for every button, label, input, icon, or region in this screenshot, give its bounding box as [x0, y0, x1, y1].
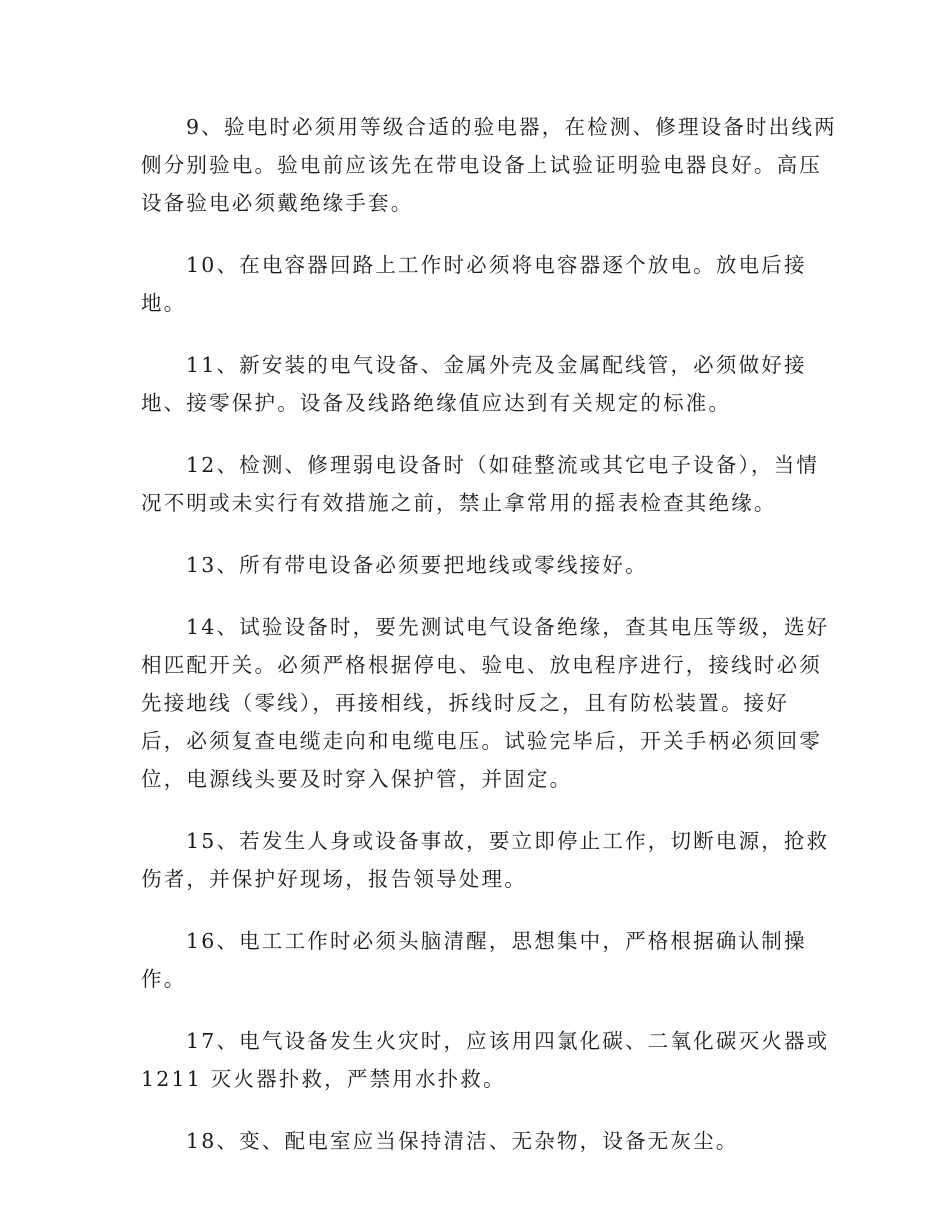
paragraph-11 — [141, 346, 811, 422]
paragraph-line: 位，电源线头要及时穿入保护管，并固定。 — [141, 767, 573, 791]
paragraph-line: 10、在电容器回路上工作时必须将电容器逐个放电。放电后接 — [186, 253, 807, 277]
paragraph-line: 15、若发生人身或设备事故，要立即停止工作，切断电源，抢救 — [186, 829, 830, 853]
paragraph-13 — [141, 546, 811, 584]
paragraph-line: 设备验电必须戴绝缘手套。 — [141, 191, 414, 215]
paragraph-line: 9、验电时必须用等级合适的验电器，在检测、修理设备时出线两 — [186, 115, 837, 139]
paragraph-10 — [141, 246, 811, 322]
paragraph-line: 17、电气设备发生火灾时，应该用四氯化碳、二氧化碳灭火器或 — [186, 1029, 830, 1053]
paragraph-17 — [141, 1022, 830, 1098]
paragraph-line: 后，必须复查电缆走向和电缆电压。试验完毕后，开关手柄必须回零 — [141, 729, 822, 753]
paragraph-15 — [141, 822, 830, 898]
paragraph-9 — [141, 108, 837, 222]
paragraph-14 — [141, 608, 830, 798]
paragraph-18 — [141, 1122, 811, 1160]
paragraph-line: 1211 灭火器扑救，严禁用水扑救。 — [141, 1067, 506, 1091]
paragraph-line: 作。 — [141, 967, 187, 991]
paragraph-line: 16、电工工作时必须头脑清醒，思想集中，严格根据确认制操 — [186, 929, 807, 953]
paragraph-line: 伤者，并保护好现场，报告领导处理。 — [141, 867, 527, 891]
paragraph-line: 侧分别验电。验电前应该先在带电设备上试验证明验电器良好。高压 — [141, 153, 822, 177]
paragraph-line: 13、所有带电设备必须要把地线或零线接好。 — [186, 553, 648, 577]
paragraph-16 — [141, 922, 811, 998]
paragraph-line: 相匹配开关。必须严格根据停电、验电、放电程序进行，接线时必须 — [141, 653, 822, 677]
paragraph-12 — [141, 446, 820, 522]
paragraph-line: 12、检测、修理弱电设备时（如硅整流或其它电子设备），当情 — [186, 453, 820, 477]
paragraph-line: 先接地线（零线），再接相线，拆线时反之，且有防松装置。接好 — [141, 691, 790, 715]
paragraph-line: 地。 — [141, 291, 187, 315]
document-page — [141, 108, 837, 1184]
paragraph-line: 14、试验设备时，要先测试电气设备绝缘，查其电压等级，选好 — [186, 615, 830, 639]
paragraph-line: 地、接零保护。设备及线路绝缘值应达到有关规定的标准。 — [141, 391, 732, 415]
paragraph-line: 18、变、配电室应当保持清洁、无杂物，设备无灰尘。 — [186, 1129, 739, 1153]
paragraph-line: 况不明或未实行有效措施之前，禁止拿常用的摇表检查其绝缘。 — [141, 491, 777, 515]
paragraph-line: 11、新安装的电气设备、金属外壳及金属配线管，必须做好接 — [186, 353, 807, 377]
